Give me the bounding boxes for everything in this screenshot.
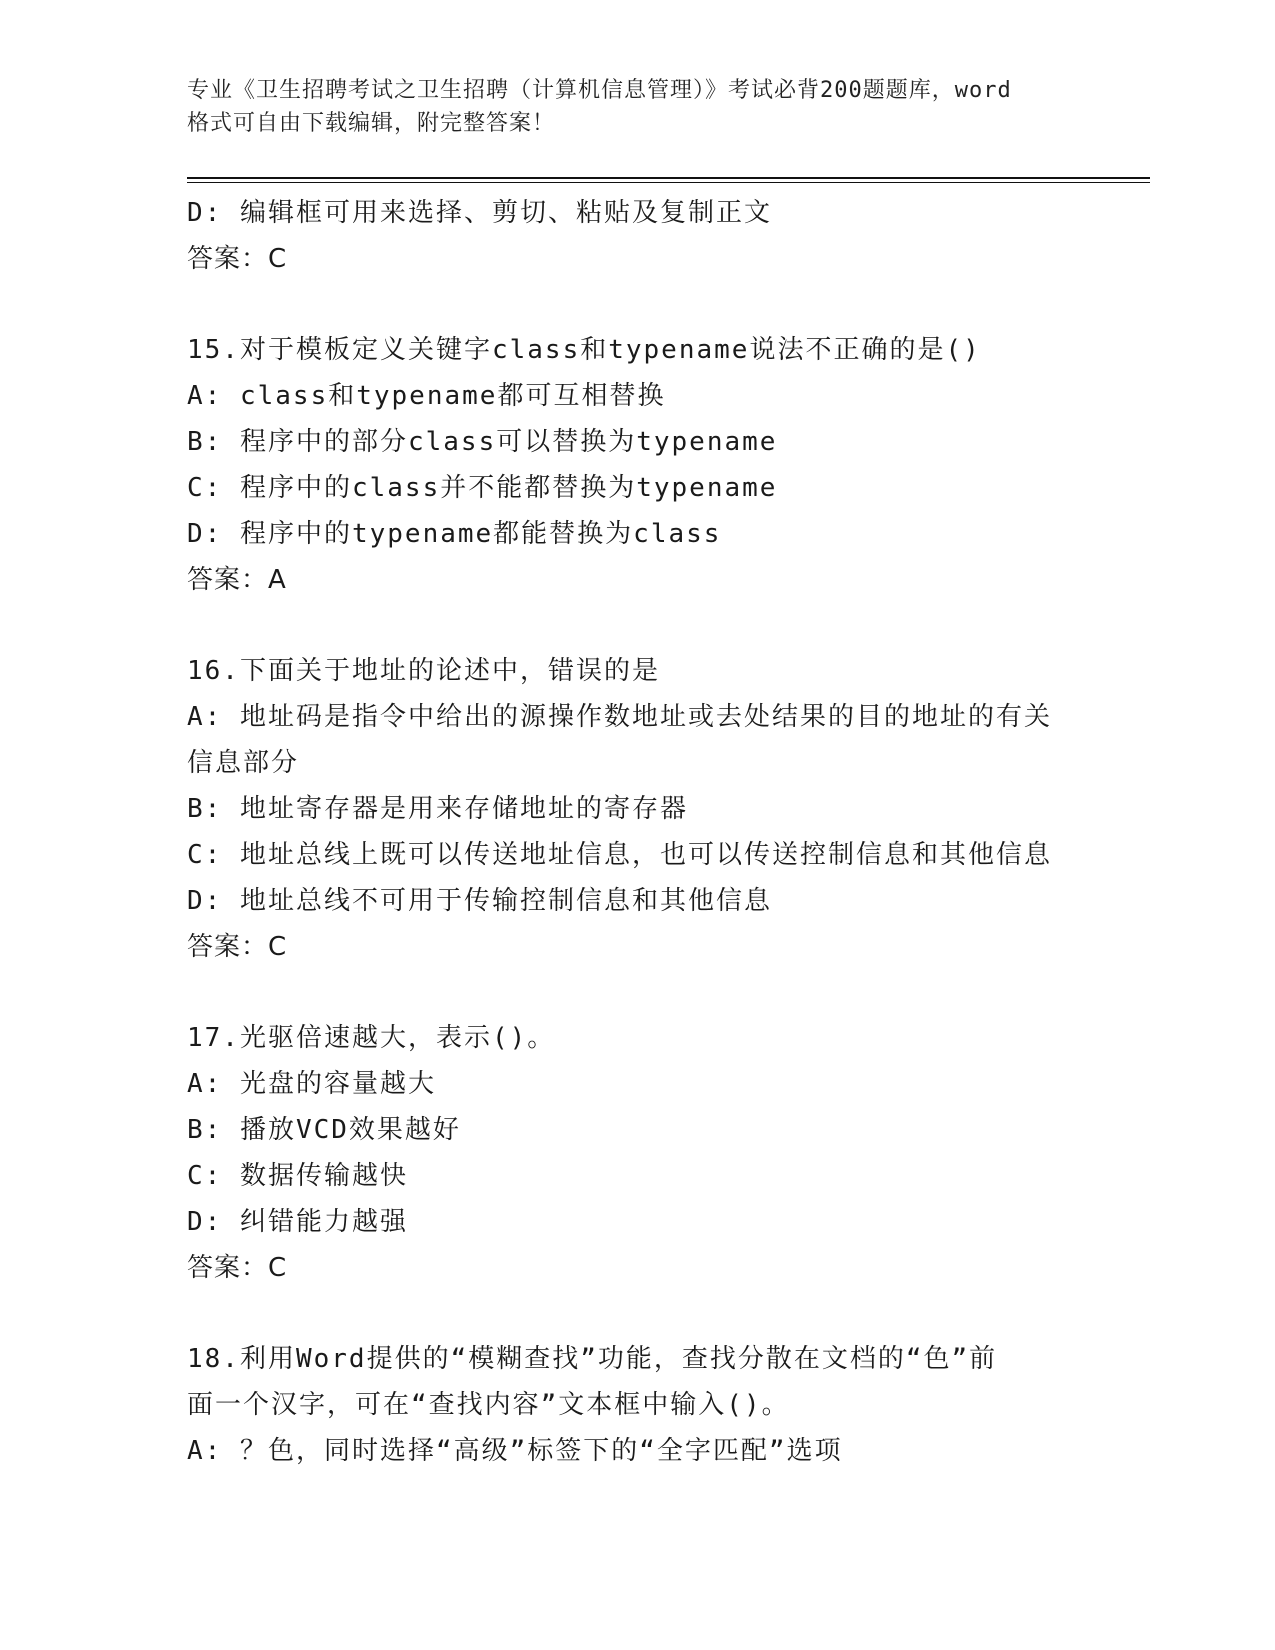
option-d: D: 编辑框可用来选择、剪切、粘贴及复制正文 [187, 198, 772, 228]
option-d: D: 地址总线不可用于传输控制信息和其他信息 [187, 886, 772, 916]
question-18 [187, 1336, 1087, 1474]
option-a-continued: 信息部分 [187, 748, 300, 778]
header-line-1: 专业《卫生招聘考试之卫生招聘（计算机信息管理）》考试必背200题题库，word [187, 78, 1012, 103]
spacer [187, 970, 1087, 1015]
document-header [187, 74, 1097, 140]
question-16 [187, 648, 1087, 970]
answer: 答案：A [187, 565, 287, 595]
option-a: A: class和typename都可互相替换 [187, 381, 666, 411]
question-15 [187, 327, 1087, 603]
option-b: B: 地址寄存器是用来存储地址的寄存器 [187, 794, 688, 824]
option-b: B: 播放VCD效果越好 [187, 1115, 461, 1145]
spacer [187, 603, 1087, 648]
option-d: D: 纠错能力越强 [187, 1207, 408, 1237]
question-stem: 15.对于模板定义关键字class和typename说法不正确的是() [187, 335, 981, 365]
answer: 答案：C [187, 1253, 288, 1283]
question-17 [187, 1015, 1087, 1291]
header-divider-thick [187, 177, 1150, 179]
option-a: A: 光盘的容量越大 [187, 1069, 436, 1099]
question-stem: 18.利用Word提供的“模糊查找”功能，查找分散在文档的“色”前 [187, 1344, 998, 1374]
question-stem: 17.光驱倍速越大，表示()。 [187, 1023, 556, 1053]
previous-question-tail [187, 190, 1087, 282]
option-c: C: 数据传输越快 [187, 1161, 408, 1191]
question-list [187, 190, 1087, 1474]
answer: 答案：C [187, 932, 288, 962]
spacer [187, 282, 1087, 327]
option-b: B: 程序中的部分class可以替换为typename [187, 427, 778, 457]
spacer [187, 1291, 1087, 1336]
header-line-2: 格式可自由下载编辑，附完整答案！ [187, 111, 556, 136]
option-c: C: 程序中的class并不能都替换为typename [187, 473, 778, 503]
option-c: C: 地址总线上既可以传送地址信息，也可以传送控制信息和其他信息 [187, 840, 1052, 870]
answer: 答案：C [187, 244, 288, 274]
option-a: A: ？色，同时选择“高级”标签下的“全字匹配”选项 [187, 1436, 843, 1466]
option-a: A: 地址码是指令中给出的源操作数地址或去处结果的目的地址的有关 [187, 702, 1052, 732]
header-divider-thin [187, 182, 1150, 183]
question-stem-continued: 面一个汉字，可在“查找内容”文本框中输入()。 [187, 1390, 790, 1420]
question-stem: 16.下面关于地址的论述中，错误的是 [187, 656, 660, 686]
option-d: D: 程序中的typename都能替换为class [187, 519, 722, 549]
